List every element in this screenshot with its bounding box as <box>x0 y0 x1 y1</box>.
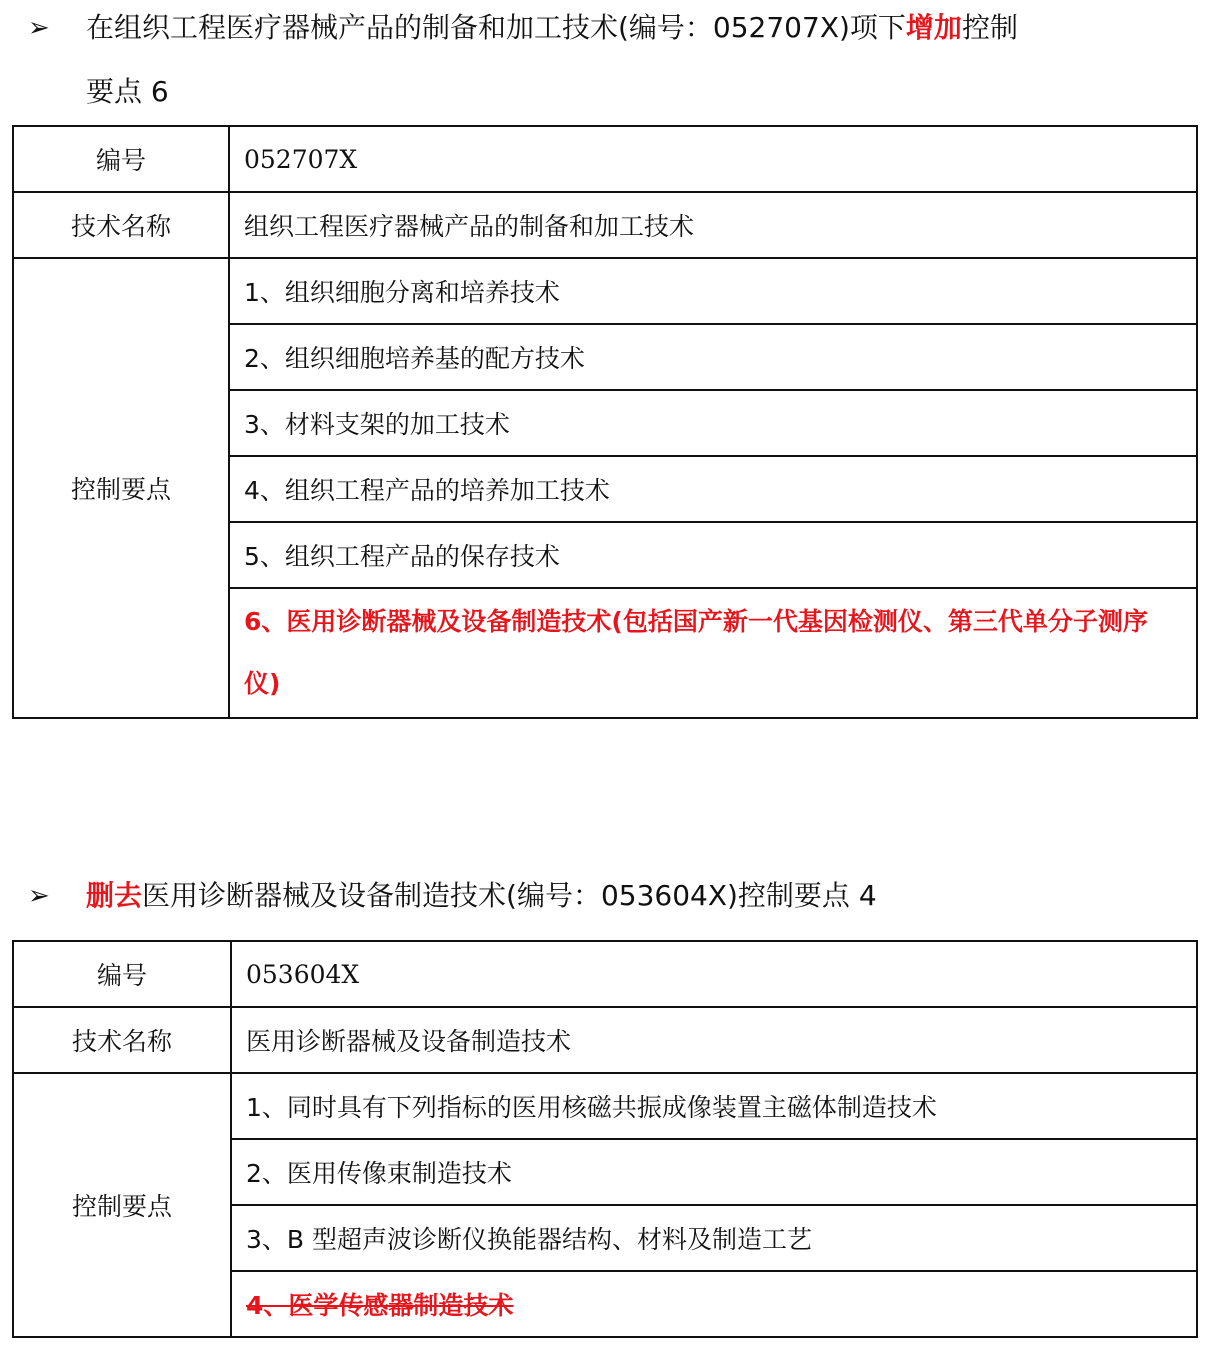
section1-heading-text: 在组织工程医疗器械产品的制备和加工技术(编号：052707X)项下 <box>86 11 906 44</box>
control-point: 2、医用传像束制造技术 <box>231 1139 1197 1205</box>
arrow-bullet-icon: ➢ <box>28 881 50 911</box>
section1-heading <box>28 0 1188 124</box>
control-points-label: 控制要点 <box>13 258 229 718</box>
arrow-bullet-icon: ➢ <box>28 13 50 43</box>
section1-heading-line1 <box>86 0 1018 60</box>
control-point: 1、同时具有下列指标的医用核磁共振成像装置主磁体制造技术 <box>231 1073 1197 1139</box>
section1-heading-line2: 要点 6 <box>86 75 169 108</box>
added-control-point: 6、医用诊断器械及设备制造技术(包括国产新一代基因检测仪、第三代单分子测序仪) <box>229 588 1197 718</box>
section1-heading-highlight: 增加 <box>905 11 962 44</box>
control-point: 4、组织工程产品的培养加工技术 <box>229 456 1197 522</box>
section2-heading-text: 医用诊断器械及设备制造技术(编号：053604X)控制要点 4 <box>142 879 877 912</box>
code-label: 编号 <box>13 126 229 192</box>
section2-heading-line <box>86 864 877 928</box>
section2-table <box>12 940 1198 1338</box>
section1-heading-tail: 控制 <box>961 11 1018 44</box>
deleted-control-point: 4、医学传感器制造技术 <box>231 1271 1197 1337</box>
code-label: 编号 <box>13 941 231 1007</box>
control-points-label: 控制要点 <box>13 1073 231 1337</box>
section2-heading-highlight: 删去 <box>86 879 143 912</box>
tech-name-value: 医用诊断器械及设备制造技术 <box>231 1007 1197 1073</box>
control-point: 3、B 型超声波诊断仪换能器结构、材料及制造工艺 <box>231 1205 1197 1271</box>
section2-heading <box>28 864 1188 928</box>
section1-table <box>12 125 1198 719</box>
control-point: 2、组织细胞培养基的配方技术 <box>229 324 1197 390</box>
code-value: 053604X <box>231 941 1197 1007</box>
code-value: 052707X <box>229 126 1197 192</box>
tech-name-value: 组织工程医疗器械产品的制备和加工技术 <box>229 192 1197 258</box>
control-point: 3、材料支架的加工技术 <box>229 390 1197 456</box>
tech-name-label: 技术名称 <box>13 1007 231 1073</box>
tech-name-label: 技术名称 <box>13 192 229 258</box>
control-point: 5、组织工程产品的保存技术 <box>229 522 1197 588</box>
control-point: 1、组织细胞分离和培养技术 <box>229 258 1197 324</box>
